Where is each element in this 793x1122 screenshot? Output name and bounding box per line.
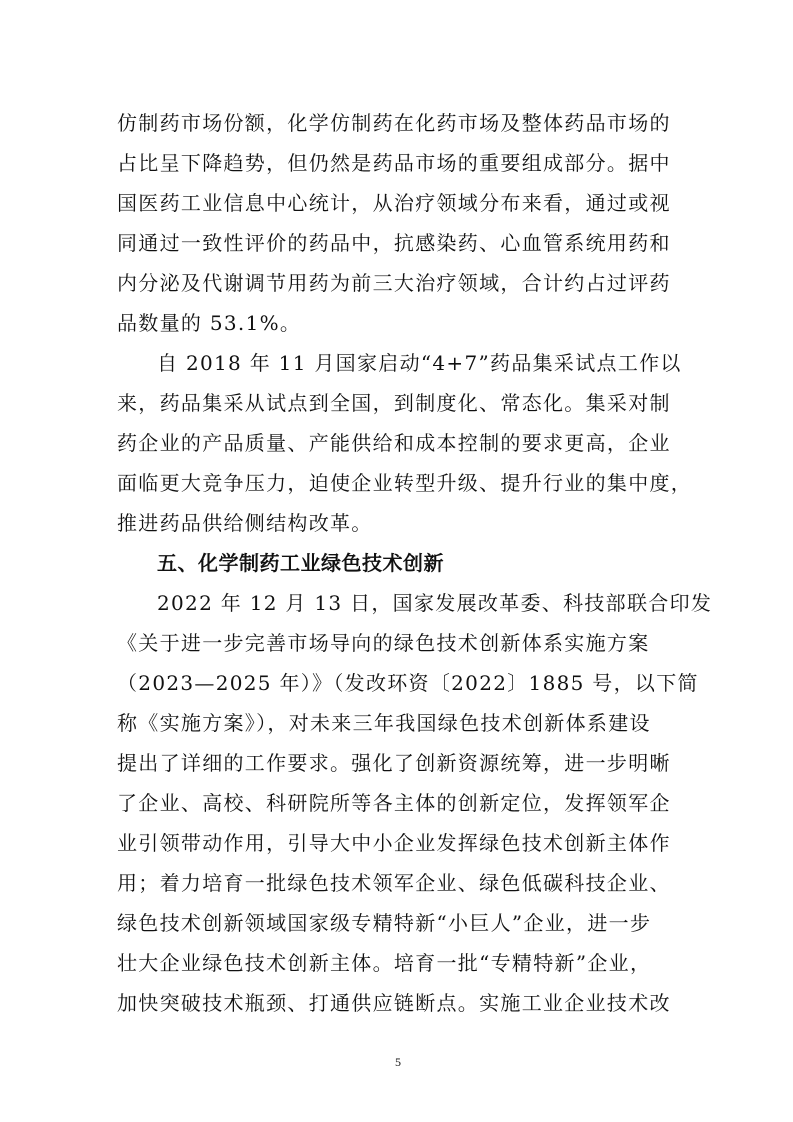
paragraph-1-line: 仿制药市场份额，化学仿制药在化药市场及整体药品市场的 <box>117 111 671 135</box>
page-number: 5 <box>395 1055 401 1069</box>
paragraph-3-line: 《关于进一步完善市场导向的绿色技术创新体系实施方案 <box>117 631 650 655</box>
paragraph-3-line: 提出了详细的工作要求。强化了创新资源统筹，进一步明晰 <box>117 751 671 775</box>
paragraph-2-line: 来，药品集采从试点到全国，到制度化、常态化。集采对制 <box>117 391 671 415</box>
paragraph-3-line: 壮大企业绿色技术创新主体。培育一批“专精特新”企业， <box>117 951 652 975</box>
section-heading: 五、化学制药工业绿色技术创新 <box>157 551 444 575</box>
paragraph-3-line: 绿色技术创新领域国家级专精特新“小巨人”企业，进一步 <box>117 911 652 935</box>
paragraph-1-line: 内分泌及代谢调节用药为前三大治疗领域，合计约占过评药 <box>117 271 671 295</box>
paragraph-1-line: 国医药工业信息中心统计，从治疗领域分布来看，通过或视 <box>117 191 671 215</box>
paragraph-2-line: 推进药品供给侧结构改革。 <box>117 511 373 535</box>
paragraph-3-line: 用；着力培育一批绿色技术领军企业、绿色低碳科技企业、 <box>117 871 671 895</box>
paragraph-3-line: 2022 年 12 月 13 日，国家发展改革委、科技部联合印发 <box>157 591 713 615</box>
paragraph-1-line: 品数量的 53.1%。 <box>117 311 302 335</box>
paragraph-3-line: 称《实施方案》），对未来三年我国绿色技术创新体系建设 <box>117 711 651 735</box>
paragraph-2-line: 面临更大竞争压力，迫使企业转型升级、提升行业的集中度， <box>117 471 693 495</box>
paragraph-1-line: 同通过一致性评价的药品中，抗感染药、心血管系统用药和 <box>117 231 671 255</box>
paragraph-3-line: （2023—2025 年）》（发改环资〔2022〕1885 号，以下简 <box>117 671 699 695</box>
paragraph-3-line: 加快突破技术瓶颈、打通供应链断点。实施工业企业技术改 <box>117 991 671 1015</box>
paragraph-3-line: 业引领带动作用，引导大中小企业发挥绿色技术创新主体作 <box>117 831 671 855</box>
paragraph-2-line: 药企业的产品质量、产能供给和成本控制的要求更高，企业 <box>117 431 671 455</box>
paragraph-3-line: 了企业、高校、科研院所等各主体的创新定位，发挥领军企 <box>117 791 671 815</box>
paragraph-1-line: 占比呈下降趋势，但仍然是药品市场的重要组成部分。据中 <box>117 151 671 175</box>
paragraph-2-line: 自 2018 年 11 月国家启动“4+7”药品集采试点工作以 <box>157 351 682 375</box>
